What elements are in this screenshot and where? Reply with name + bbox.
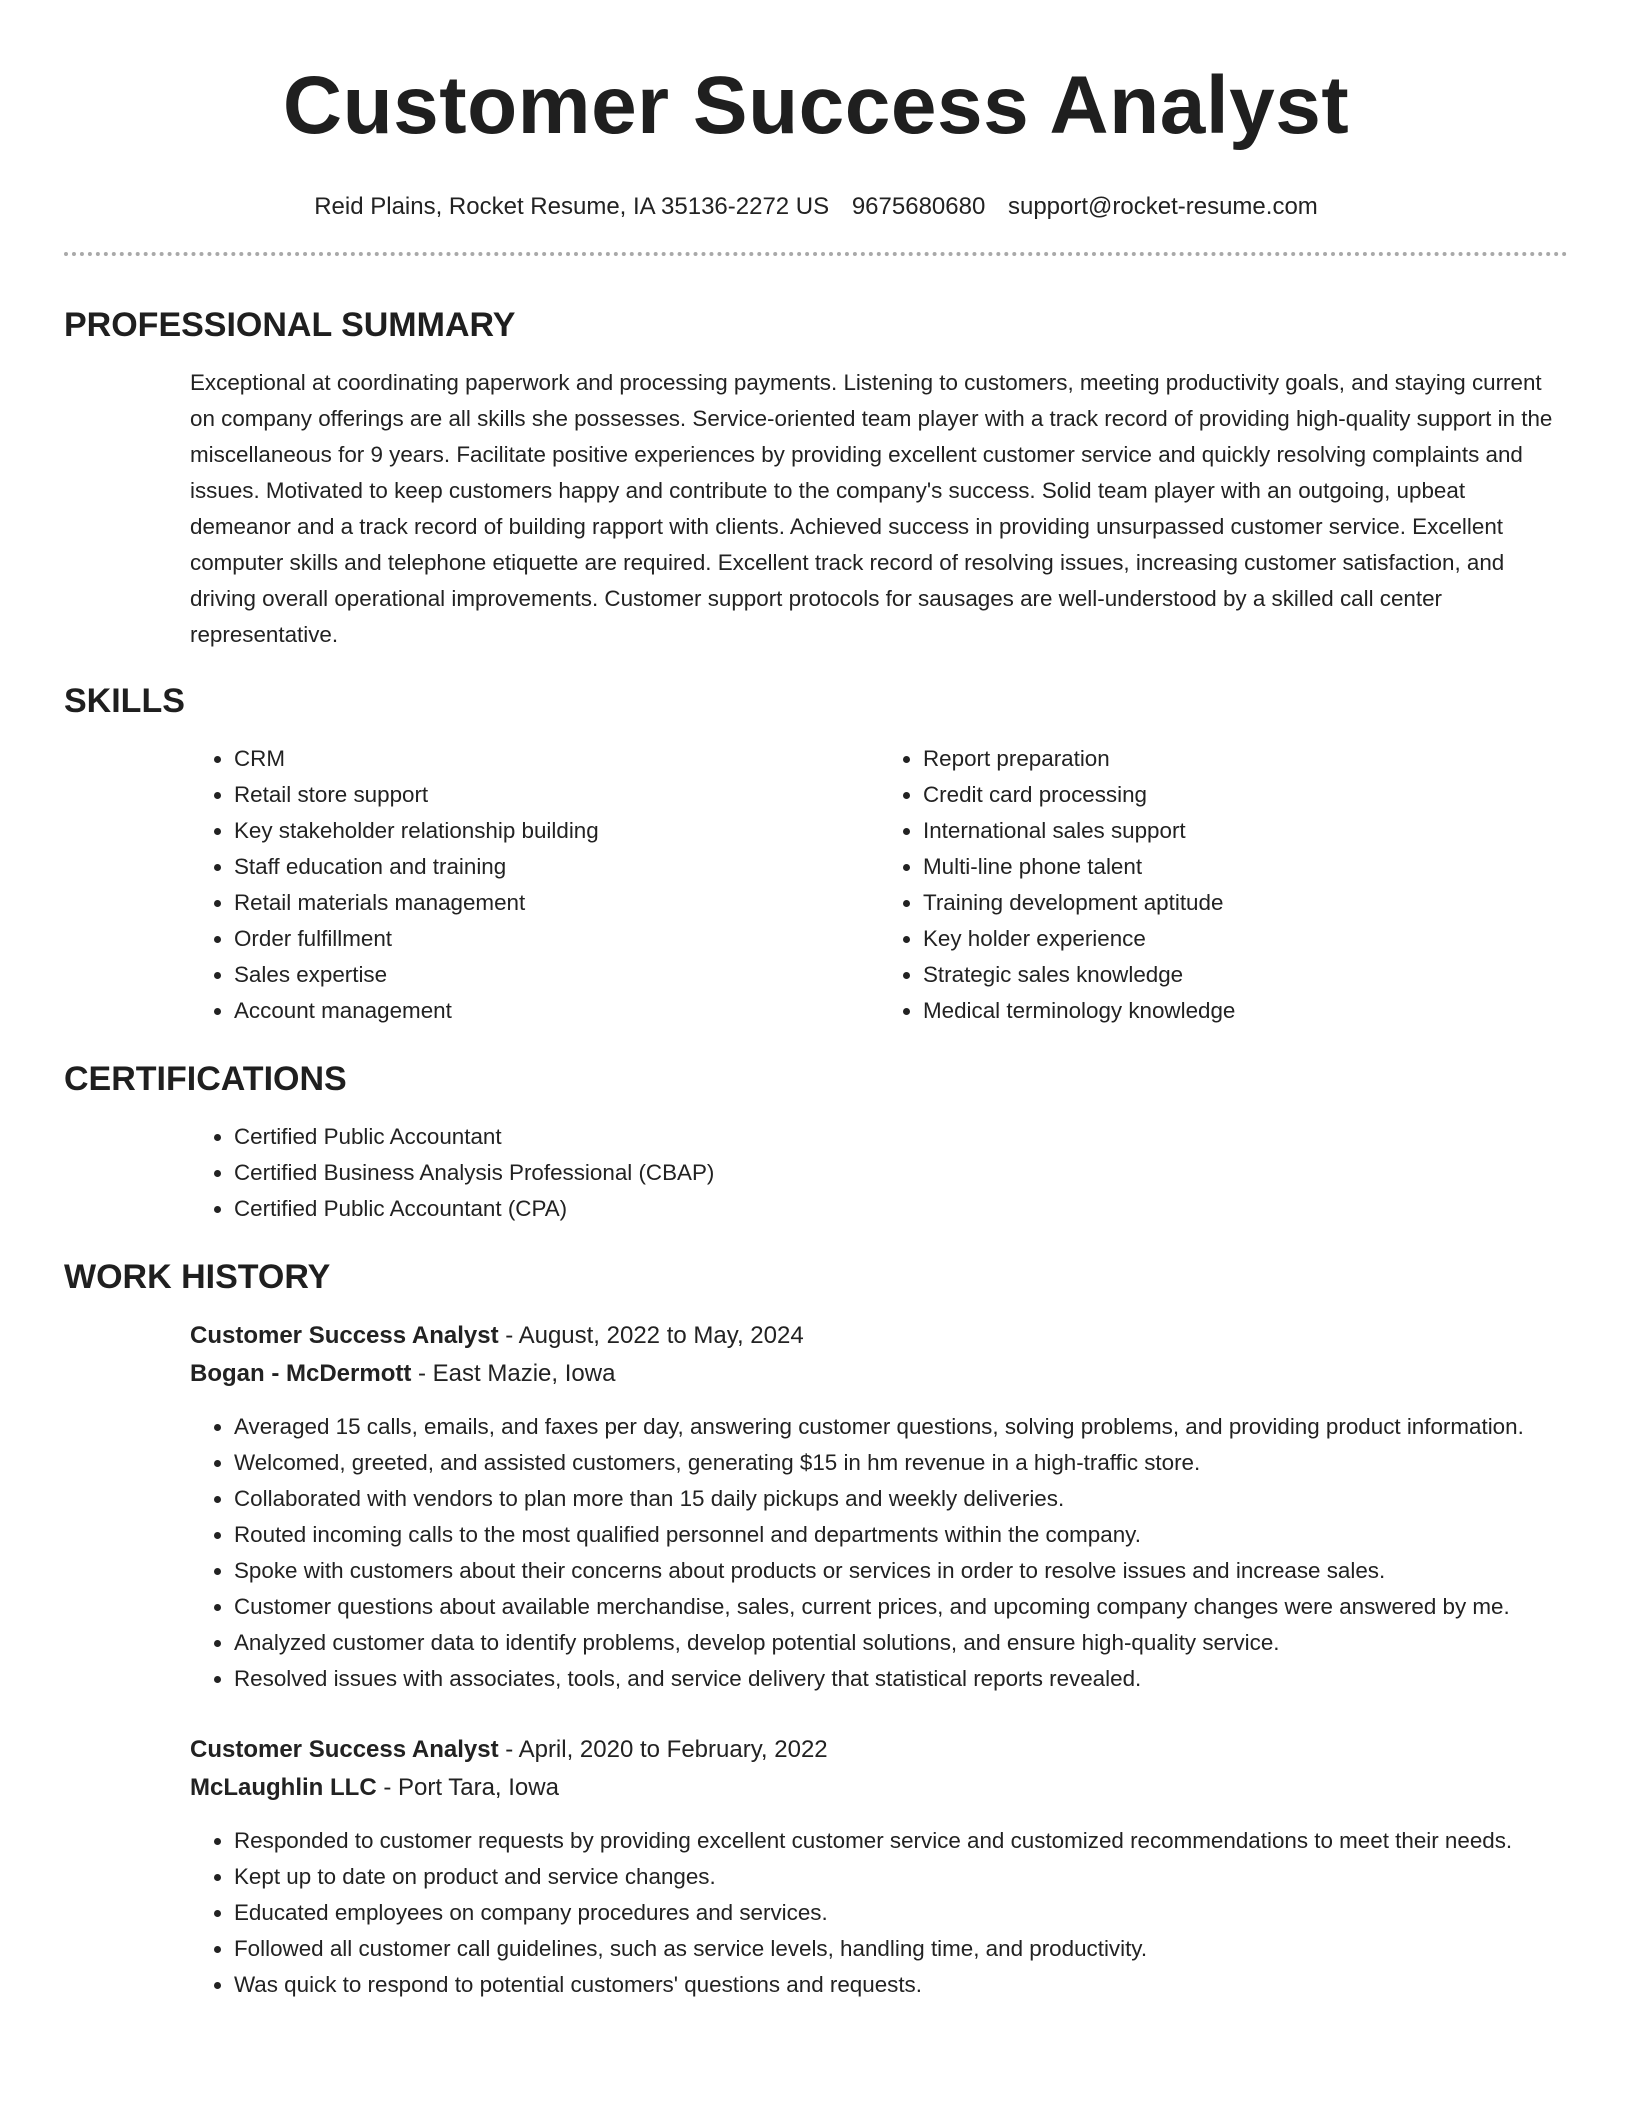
job-bullets [190, 1409, 1568, 1697]
list-item: • Certified Public Accountant [234, 1119, 1568, 1155]
list-item: • Key stakeholder relationship building [234, 813, 879, 849]
job-location: - East Mazie, Iowa [411, 1360, 616, 1387]
list-item: • Analyzed customer data to identify problems, develop potential solutions, and ensure high-quality service. [234, 1625, 1568, 1661]
list-item: • Educated employees on company procedures and services. [234, 1895, 1568, 1931]
job-company: Bogan - McDermott [190, 1360, 412, 1387]
contact-line [64, 192, 1568, 222]
list-item: • Was quick to respond to potential customers' questions and requests. [234, 1967, 1568, 2003]
job-title-line [190, 1731, 1568, 1769]
job-title-line [190, 1317, 1568, 1355]
section-title-certifications: CERTIFICATIONS [64, 1060, 347, 1098]
list-item: • Order fulfillment [234, 921, 879, 957]
job-role: Customer Success Analyst [190, 1736, 499, 1763]
list-item: • Sales expertise [234, 957, 879, 993]
summary-text: Exceptional at coordinating paperwork and processing payments. Listening to customers, meeting productivity goals, and staying current on company offerings are all skills she possesses. Service-oriented team player with a track record of providing high-quality support in the miscellaneous for 9 years. Facilitate positive experiences by providing excellent customer service and quickly resolving complaints and issues. Motivated to keep customers happy and contribute to the company's success. Solid team player with an outgoing, upbeat demeanor and a track record of building rapport with clients. Achieved success in providing unsurpassed customer service. Excellent computer skills and telephone etiquette are required. Excellent track record of resolving issues, increasing customer satisfaction, and driving overall operational improvements. Customer support protocols for sausages are well-understood by a skilled call center representative. [190, 370, 1553, 647]
list-item: • Account management [234, 993, 879, 1029]
list-item: • Kept up to date on product and service changes. [234, 1859, 1568, 1895]
list-item: • Certified Business Analysis Professional (CBAP) [234, 1155, 1568, 1191]
list-item: • Resolved issues with associates, tools, and service delivery that statistical reports revealed. [234, 1661, 1568, 1697]
list-item: • Multi-line phone talent [923, 849, 1568, 885]
email-link[interactable]: support@rocket-resume.com [1007, 193, 1318, 220]
list-item: • Collaborated with vendors to plan more than 15 daily pickups and weekly deliveries. [234, 1481, 1568, 1517]
certifications-section [64, 1059, 1568, 1227]
list-item: • International sales support [923, 813, 1568, 849]
professional-summary-section [64, 305, 1568, 653]
skills-list-right [879, 741, 1568, 1029]
job-entry [190, 1731, 1568, 2003]
section-title-work-history: WORK HISTORY [64, 1258, 331, 1296]
skills-columns [190, 741, 1568, 1029]
list-item: • Responded to customer requests by providing excellent customer service and customized recommendations to meet their needs. [234, 1823, 1568, 1859]
job-company: McLaughlin LLC [190, 1774, 377, 1801]
job-dates: - April, 2020 to February, 2022 [498, 1736, 828, 1763]
job-bullets [190, 1823, 1568, 2003]
section-title-summary: PROFESSIONAL SUMMARY [64, 306, 516, 344]
certifications-list [190, 1119, 1568, 1227]
list-item: • Certified Public Accountant (CPA) [234, 1191, 1568, 1227]
list-item: • Training development aptitude [923, 885, 1568, 921]
list-item: • Report preparation [923, 741, 1568, 777]
list-item: • Routed incoming calls to the most qualified personnel and departments within the company. [234, 1517, 1568, 1553]
resume-name: Customer Success Analyst [282, 60, 1350, 151]
list-item: • Averaged 15 calls, emails, and faxes per day, answering customer questions, solving problems, and providing product information. [234, 1409, 1568, 1445]
list-item: • Strategic sales knowledge [923, 957, 1568, 993]
job-role: Customer Success Analyst [190, 1322, 499, 1349]
list-item: • Customer questions about available merchandise, sales, current prices, and upcoming company changes were answered by me. [234, 1589, 1568, 1625]
skills-section [64, 681, 1568, 1029]
job-company-line [190, 1355, 1568, 1393]
list-item: • Spoke with customers about their concerns about products or services in order to resolve issues and increase sales. [234, 1553, 1568, 1589]
phone: 9675680680 [851, 193, 986, 220]
job-entry [190, 1317, 1568, 1697]
address: Reid Plains, Rocket Resume, IA 35136-2272 US [314, 193, 830, 220]
list-item: • Welcomed, greeted, and assisted customers, generating $15 in hm revenue in a high-traffic store. [234, 1445, 1568, 1481]
list-item: • Medical terminology knowledge [923, 993, 1568, 1029]
job-dates: - August, 2022 to May, 2024 [498, 1322, 804, 1349]
section-title-skills: SKILLS [64, 682, 185, 720]
list-item: • CRM [234, 741, 879, 777]
list-item: • Retail store support [234, 777, 879, 813]
job-company-line [190, 1769, 1568, 1807]
list-item: • Followed all customer call guidelines, such as service levels, handling time, and productivity. [234, 1931, 1568, 1967]
header-divider [64, 252, 1568, 256]
skills-list-left [190, 741, 879, 1029]
list-item: • Staff education and training [234, 849, 879, 885]
work-history-section [64, 1257, 1568, 2003]
list-item: • Retail materials management [234, 885, 879, 921]
job-location: - Port Tara, Iowa [376, 1774, 559, 1801]
list-item: • Key holder experience [923, 921, 1568, 957]
list-item: • Credit card processing [923, 777, 1568, 813]
